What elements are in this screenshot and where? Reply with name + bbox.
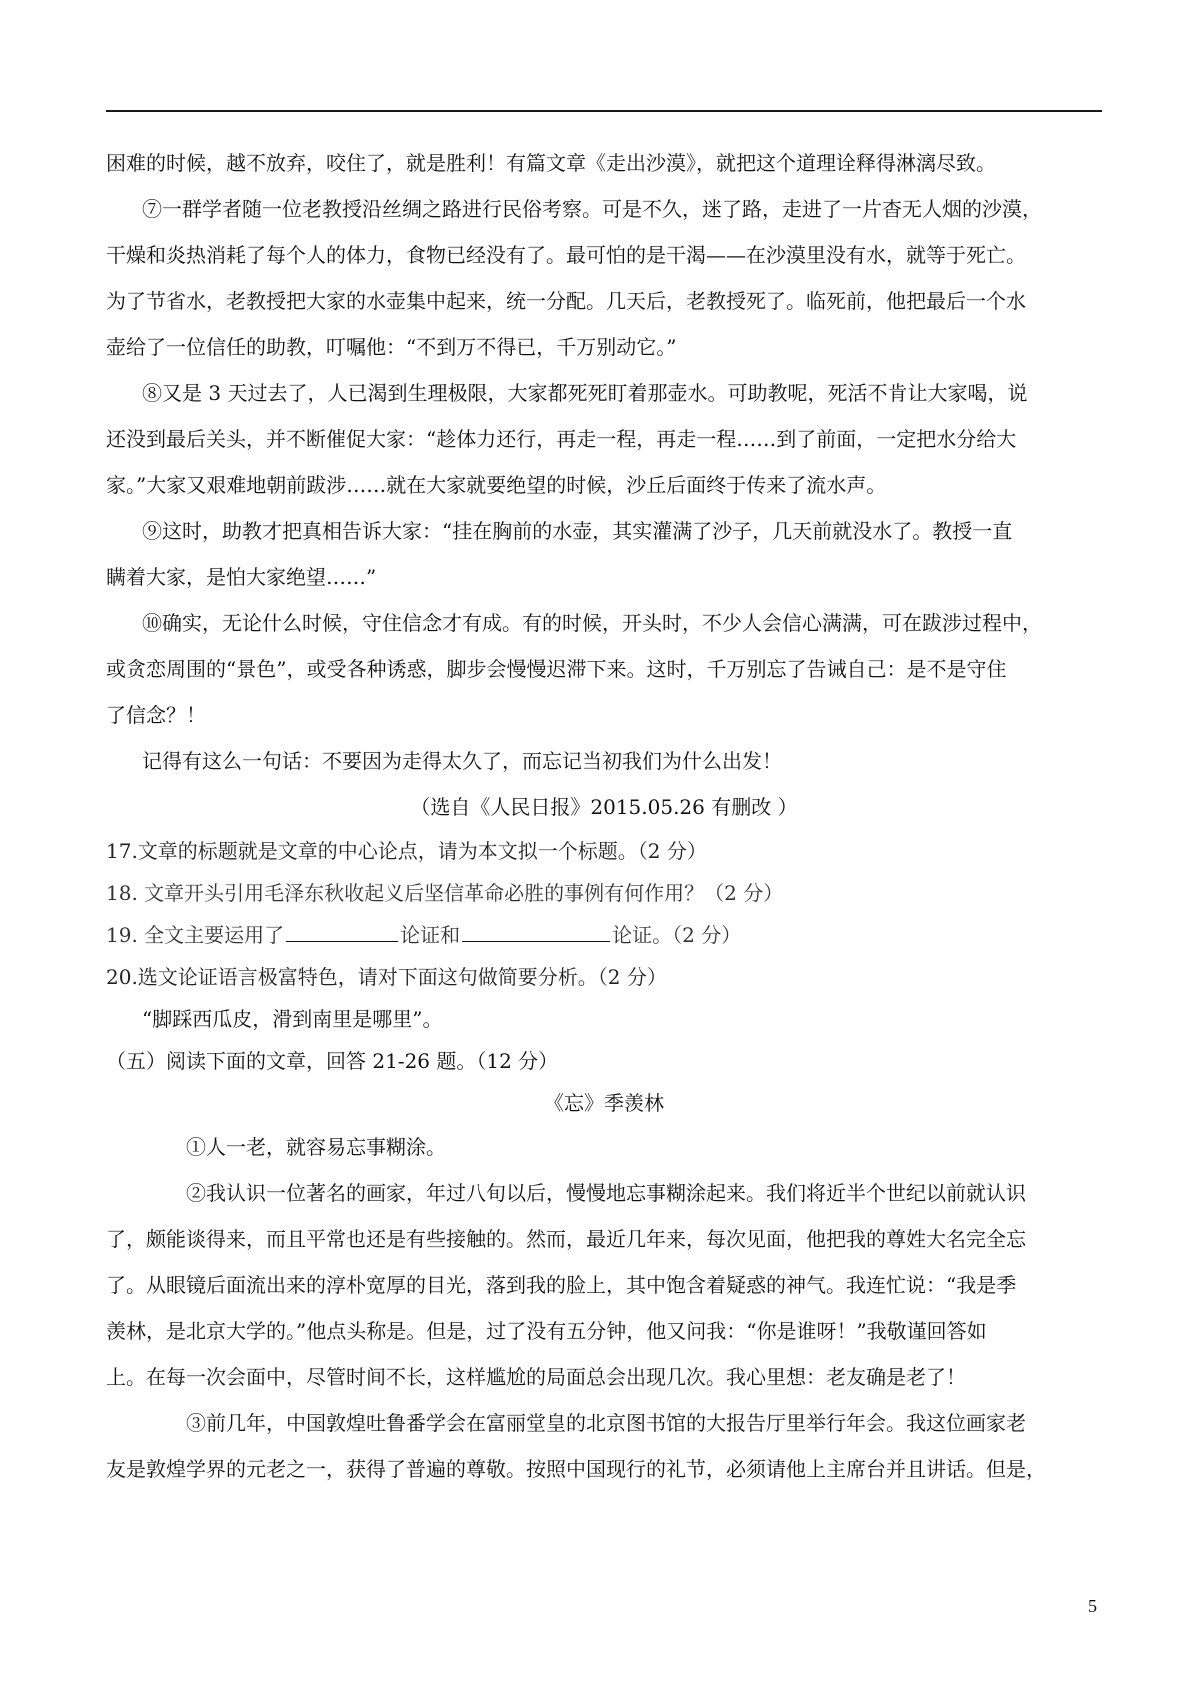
article-paragraph-2-line: 羡林，是北京大学的。”他点头称是。但是，过了没有五分钟，他又问我：“你是谁呀！”我敬谨回答如 bbox=[106, 1319, 987, 1343]
article-paragraph-3-line: 友是敦煌学界的元老之一，获得了普遍的尊敬。按照中国现行的礼节，必须请他上主席台并且讲话。但是， bbox=[106, 1457, 1046, 1481]
paragraph-9-line: 瞒着大家，是怕大家绝望……” bbox=[106, 565, 377, 589]
article-paragraph-2-line: 了，颇能谈得来，而且平常也还是有些接触的。然而，最近几年来，每次见面，他把我的尊姓大名完全忘 bbox=[106, 1227, 1026, 1251]
question-20: 20.选文论证语言极富特色，请对下面这句做简要分析。（2 分） bbox=[106, 965, 667, 989]
question-19-middle: 论证和 bbox=[400, 923, 461, 947]
paragraph-9-line: ⑨这时，助教才把真相告诉大家：“挂在胸前的水壶，其实灌满了沙子，几天前就没水了。教授一直 bbox=[142, 519, 1013, 543]
question-20-quote: “脚踩西瓜皮，滑到南里是哪里”。 bbox=[142, 1007, 443, 1031]
section-5-heading: （五）阅读下面的文章，回答 21-26 题。（12 分） bbox=[106, 1049, 559, 1073]
article-title: 《忘》季羡林 bbox=[544, 1091, 664, 1115]
question-19-suffix: 论证。（2 分） bbox=[612, 923, 742, 947]
paragraph-10-line: 了信念？！ bbox=[106, 703, 206, 727]
article-paragraph-2-line: ②我认识一位著名的画家，年过八旬以后，慢慢地忘事糊涂起来。我们将近半个世纪以前就认识 bbox=[186, 1181, 1026, 1205]
paragraph-11: 记得有这么一句话：不要因为走得太久了，而忘记当初我们为什么出发！ bbox=[142, 749, 782, 773]
answer-blank-2[interactable] bbox=[462, 921, 610, 942]
passage-line: 困难的时候，越不放弃，咬住了，就是胜利！有篇文章《走出沙漠》，就把这个道理诠释得淋漓尽致。 bbox=[106, 151, 996, 175]
paragraph-7-line: 干燥和炎热消耗了每个人的体力，食物已经没有了。最可怕的是干渴——在沙漠里没有水，就等于死亡。 bbox=[106, 243, 1026, 267]
page-number: 5 bbox=[1088, 1596, 1097, 1616]
article-paragraph-3-line: ③前几年，中国敦煌吐鲁番学会在富丽堂皇的北京图书馆的大报告厅里举行年会。我这位画家老 bbox=[186, 1411, 1026, 1435]
question-19 bbox=[106, 914, 1102, 956]
paragraph-7-line: 壶给了一位信任的助教，叮嘱他：“不到万不得已，千万别动它。” bbox=[106, 335, 677, 359]
paragraph-10-line: ⑩确实，无论什么时候，守住信念才有成。有的时候，开头时，不少人会信心满满，可在跋涉过程中， bbox=[142, 611, 1042, 635]
source-citation: （选自《人民日报》2015.05.26 有删改 ） bbox=[410, 795, 798, 819]
article-paragraph-2-line: 上。在每一次会面中，尽管时间不长，这样尴尬的局面总会出现几次。我心里想：老友确是老了！ bbox=[106, 1365, 966, 1389]
article-paragraph-2-line: 了。从眼镜后面流出来的淳朴宽厚的目光，落到我的脸上，其中饱含着疑惑的神气。我连忙说：“我是季 bbox=[106, 1273, 1017, 1297]
question-18: 18. 文章开头引用毛泽东秋收起义后坚信革命必胜的事例有何作用？（2 分） bbox=[106, 881, 784, 905]
answer-blank-1[interactable] bbox=[286, 921, 398, 942]
paragraph-7-line: 为了节省水，老教授把大家的水壶集中起来，统一分配。几天后，老教授死了。临死前，他把最后一个水 bbox=[106, 289, 1026, 313]
page-content bbox=[106, 140, 1102, 1492]
paragraph-10-line: 或贪恋周围的“景色”，或受各种诱惑，脚步会慢慢迟滞下来。这时，千万别忘了告诫自己：是不是守住 bbox=[106, 657, 1007, 681]
paragraph-8-line: 还没到最后关头，并不断催促大家：“趁体力还行，再走一程，再走一程……到了前面，一定把水分给大 bbox=[106, 427, 1017, 451]
header-rule bbox=[106, 110, 1102, 112]
paragraph-8-line: ⑧又是 3 天过去了，人已渴到生理极限，大家都死死盯着那壶水。可助教呢，死活不肯让大家喝，说 bbox=[142, 381, 1028, 405]
question-17: 17.文章的标题就是文章的中心论点，请为本文拟一个标题。（2 分） bbox=[106, 839, 707, 863]
paragraph-7-line: ⑦一群学者随一位老教授沿丝绸之路进行民俗考察。可是不久，迷了路，走进了一片杳无人烟的沙漠， bbox=[142, 197, 1042, 221]
question-19-prefix: 19. 全文主要运用了 bbox=[106, 923, 285, 947]
article-paragraph-1: ①人一老，就容易忘事糊涂。 bbox=[186, 1135, 446, 1159]
paragraph-8-line: 家。”大家又艰难地朝前跋涉……就在大家就要绝望的时候，沙丘后面终于传来了流水声。 bbox=[106, 473, 887, 497]
